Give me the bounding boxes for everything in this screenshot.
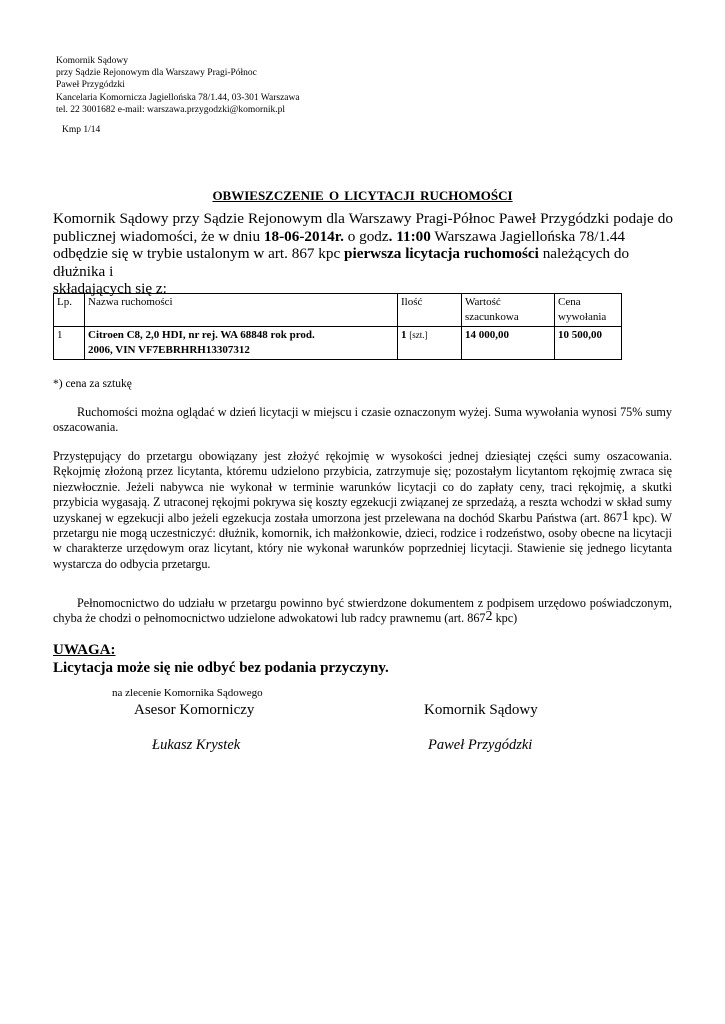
intro-line bbox=[53, 228, 673, 246]
col-lp-header: Lp. bbox=[54, 294, 85, 327]
notice-text: Licytacja może się nie odbyć bez podania przyczyny. bbox=[53, 660, 389, 676]
document-title: OBWIESZCZENIE O LICYTACJI RUCHOMOŚCI bbox=[212, 188, 513, 203]
col-name-header: Nazwa ruchomości bbox=[85, 294, 398, 327]
deposit-paragraph bbox=[53, 449, 672, 572]
col-value-header-line: Wartość bbox=[465, 296, 501, 308]
cell-lp: 1 bbox=[54, 327, 85, 360]
intro-line: składających się z: bbox=[53, 280, 167, 297]
left-signature-name: Łukasz Krystek bbox=[152, 737, 241, 753]
qty-unit: [szt.] bbox=[409, 330, 428, 340]
notice-label: UWAGA: bbox=[53, 642, 116, 658]
right-signature-name: Paweł Przygódzki bbox=[428, 737, 533, 753]
left-signature-title: Asesor Komorniczy bbox=[134, 702, 255, 718]
intro-line bbox=[53, 245, 673, 280]
case-number: Kmp 1/14 bbox=[62, 125, 101, 135]
table-row bbox=[54, 327, 622, 360]
intro-text: odbędzie się w trybie ustalonym w art. 867 kpc bbox=[53, 245, 345, 262]
cell-qty bbox=[398, 327, 462, 360]
intro-text: o godz bbox=[343, 227, 389, 245]
intro-line: Komornik Sądowy przy Sądzie Rejonowym dla Warszawy Pragi-Północ Paweł Przygódzki podaje do bbox=[53, 210, 673, 227]
header-line: przy Sądzie Rejonowym dla Warszawy Pragi-Północ bbox=[56, 68, 257, 79]
cell-price: 10 500,00 bbox=[555, 327, 622, 360]
cell-value: 14 000,00 bbox=[462, 327, 555, 360]
proxy-paragraph bbox=[53, 596, 672, 627]
proxy-text: Pełnomocnictwo do udziału w przetargu powinno być stwierdzone dokumentem z podpisem urzędowo poświadczonym, chyba że chodzi o pełnomocnictwo udzielone adwokatowi lub radcy prawnemu (art. 867 bbox=[53, 596, 672, 626]
viewing-paragraph: Ruchomości można oglądać w dzień licytacji w miejscu i czasie oznaczonym wyżej. Suma wywołania wynosi 75% sumy oszacowania. bbox=[53, 405, 672, 435]
right-signature-title: Komornik Sądowy bbox=[424, 702, 538, 718]
intro-paragraph bbox=[53, 210, 673, 298]
deposit-text: kpc). W przetargu nie mogą uczestniczyć: dłużnik, komornik, ich małżonkowie, dzieci, rodzice i rodzeństwo, osoby obecne na licytacji w charakterze urzędowym oraz licytant, który nie wykonał warunków poprzedniej licytacji. Stawienie się jednego licytanta wystarcza do odbycia przetargu. bbox=[53, 510, 672, 571]
deposit-text: Przystępujący do przetargu obowiązany jest złożyć rękojmię w wysokości jednej dziesiątej części sumy oszacowania. Rękojmię złożoną przez licytanta, któremu udzielono przybicia, zatrzymuje się; pozostałym licytantom rękojmię zwraca się niezwłocznie. Jeżeli nabywca nie wykonał w terminie warunków licytacji co do zapłaty ceny, traci rękojmię, a skutki przybicia wygasają. Z utraconej rękojmi pokrywa się koszty egzekucji związanej ze sprzedażą, a reszta wchodzi w skład sumy uzyskanej w egzekucji albo jeżeli egzekucja została umorzona jest przelewana na dochód Skarbu Państwa (art. 867 bbox=[53, 449, 672, 525]
cell-name bbox=[85, 327, 398, 360]
notice-block bbox=[53, 641, 389, 677]
article-superscript: 1 bbox=[621, 508, 629, 524]
bailiff-header bbox=[56, 55, 300, 116]
table-header-row bbox=[54, 294, 622, 327]
header-line: tel. 22 3001682 e-mail: warszawa.przygodzki@komornik.pl bbox=[56, 104, 286, 115]
proxy-text: kpc) bbox=[492, 611, 518, 626]
header-line: Paweł Przygódzki bbox=[56, 80, 125, 91]
auction-place: Warszawa Jagiellońska 78/1.44 bbox=[430, 227, 626, 245]
qty-value: 1 bbox=[401, 329, 407, 341]
items-table bbox=[53, 293, 622, 360]
cell-name-line: Citroen C8, 2,0 HDI, nr rej. WA 68848 rok prod. bbox=[88, 329, 315, 341]
header-line: Komornik Sądowy bbox=[56, 56, 129, 66]
auction-date: 18-06-2014r. bbox=[263, 227, 344, 245]
intro-text: publicznej wiadomości, że w dniu bbox=[53, 227, 264, 245]
footnote: *) cena za sztukę bbox=[53, 378, 132, 390]
auction-type: pierwsza licytacja ruchomości bbox=[344, 245, 539, 262]
col-price-header-line: Cena bbox=[558, 296, 581, 308]
article-superscript: 2 bbox=[485, 609, 493, 625]
cell-name-line: 2006, VIN VF7EBRHRH13307312 bbox=[88, 344, 250, 356]
intro-text: należących do dłużnika i bbox=[53, 245, 630, 280]
on-behalf-note: na zlecenie Komornika Sądowego bbox=[112, 687, 263, 699]
col-qty-header: Ilość bbox=[398, 294, 462, 327]
col-price-header bbox=[555, 294, 622, 327]
col-price-header-line: wywołania bbox=[558, 311, 607, 323]
col-value-header-line: szacunkowa bbox=[465, 311, 519, 323]
auction-time: . 11:00 bbox=[388, 227, 431, 245]
header-line: Kancelaria Komornicza Jagiellońska 78/1.44, 03-301 Warszawa bbox=[56, 92, 300, 103]
col-value-header bbox=[462, 294, 555, 327]
